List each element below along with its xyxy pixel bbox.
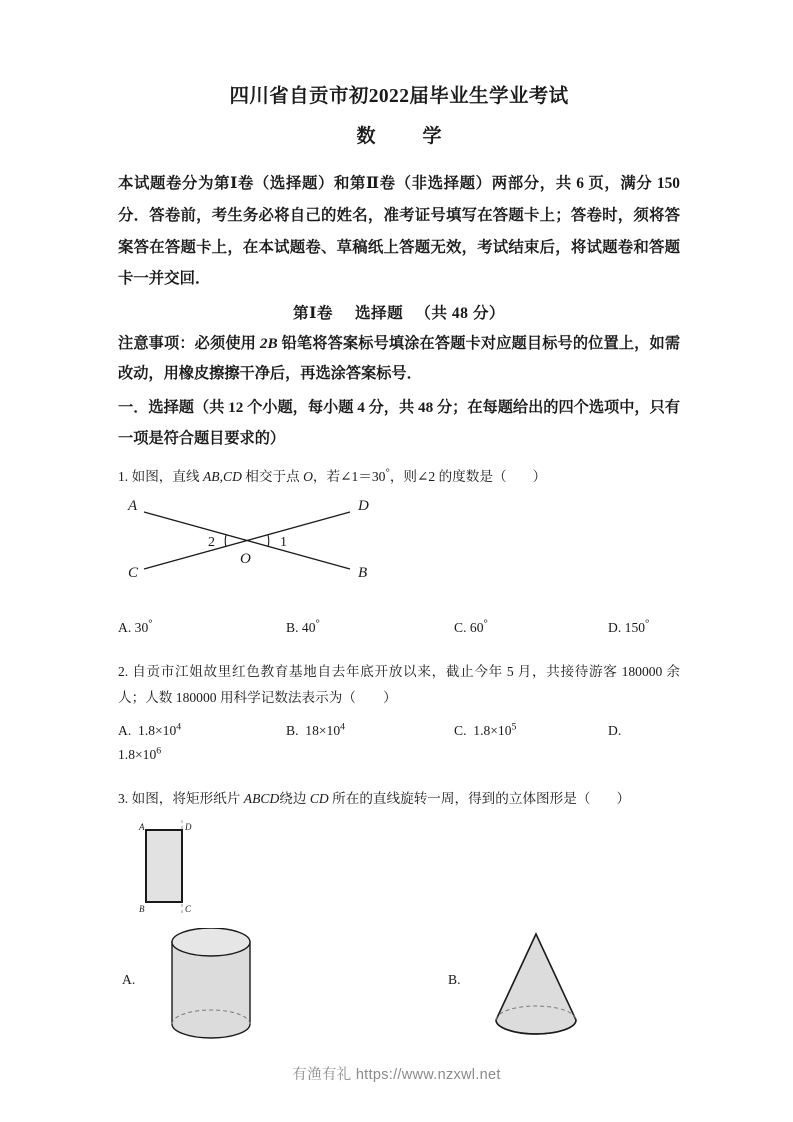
q1-opt-d-unit: ° — [645, 617, 650, 630]
q1-text-4: ，则∠2 的度数是（ — [389, 469, 507, 485]
question-3-stem — [118, 786, 680, 813]
figure-label-angle-2: 2 — [208, 534, 215, 550]
rectangle-abcd-svg — [130, 818, 250, 918]
q1-opt-c-unit: ° — [483, 617, 488, 630]
q2-opt-a-exponent: 4 — [176, 721, 182, 733]
subject-title: 数 学 — [356, 126, 456, 148]
question-3-option-a-label[interactable]: A. — [122, 972, 136, 988]
q1-text-3: ，若∠1＝30 — [312, 469, 386, 485]
q1-math-o: O — [303, 469, 313, 485]
q2-opt-c-mantissa: 1.8×10 — [473, 722, 512, 738]
q1-opt-b-sep: . — [295, 619, 299, 635]
question-3-option-b-label[interactable]: B. — [448, 972, 461, 988]
intersecting-lines-svg — [122, 495, 382, 587]
q3-text-1: 如图，将矩形纸片 — [131, 790, 244, 806]
q3-text-2: 绕边 — [279, 790, 310, 806]
section-type-label: 选择题 — [354, 304, 404, 322]
q2-opt-d-exponent: 6 — [156, 745, 162, 757]
q2-opt-a-key: A. — [118, 722, 132, 738]
q3-math-cd: CD — [309, 790, 329, 806]
question-3-figure — [130, 818, 250, 918]
q3-math-abcd: ABCD — [243, 790, 280, 806]
question-1-option-b[interactable] — [286, 615, 320, 641]
question-2-option-c[interactable] — [454, 718, 516, 744]
question-1-number: 1. — [118, 469, 129, 485]
q2-opt-b-exponent: 4 — [340, 721, 346, 733]
q1-opt-d-value: 150 — [624, 619, 646, 635]
page-title: 四川省自贡市初2022届毕业生学业考试 — [229, 86, 569, 107]
q2-opt-a-mantissa: 1.8×10 — [138, 722, 177, 738]
rect-label-A: A — [139, 822, 145, 833]
cylinder-icon[interactable] — [156, 928, 266, 1040]
q1-math-cd: CD — [223, 469, 242, 485]
q3-text-4: ） — [616, 790, 631, 806]
question-1-options — [118, 615, 680, 637]
footer-watermark — [0, 1063, 793, 1084]
q1-degree-sign: ° — [385, 466, 390, 479]
figure-label-C: C — [128, 564, 139, 581]
notice-label: 注意事项： — [118, 334, 195, 352]
rect-label-D: D — [185, 822, 192, 833]
notice-paragraph — [118, 329, 680, 390]
q1-opt-a-unit: ° — [148, 617, 153, 630]
q1-opt-b-key: B — [286, 619, 296, 635]
rect-label-B: B — [139, 904, 145, 915]
question-1-stem — [118, 464, 680, 491]
section-points-label: （共 48 分） — [415, 304, 506, 322]
q2-opt-c-exponent: 5 — [511, 721, 517, 733]
q1-opt-b-unit: ° — [315, 617, 320, 630]
notice-text-part2: 铅笔将答案标号填涂在答题卡对应题目标号的位置上，如需改动，用橡皮擦擦干净后，再选涂答案标号． — [118, 334, 681, 383]
cone-icon[interactable] — [476, 928, 596, 1040]
q1-opt-a-value: 30 — [134, 619, 149, 635]
q1-text-5: ） — [532, 469, 547, 485]
q1-opt-a-sep: . — [127, 619, 132, 635]
question-1-option-c[interactable] — [454, 615, 488, 641]
q1-opt-c-sep: . — [463, 619, 467, 635]
notice-pencil-grade: 2B — [259, 334, 278, 352]
q2-opt-b-key: B. — [286, 722, 299, 738]
figure-label-O: O — [240, 550, 251, 567]
multiple-choice-section-heading: 一．选择题（共 12 个小题，每小题 4 分，共 48 分；在每题给出的四个选项中，只有一项是符合题目要求的） — [118, 399, 680, 447]
question-2-option-a[interactable] — [118, 718, 181, 744]
question-3-number: 3. — [118, 790, 129, 806]
exam-instructions: 本试题卷分为第Ⅰ卷（选择题）和第Ⅱ卷（非选择题）两部分，共 6 页，满分 150 分．答卷前，考生务必将自己的姓名，准考证号填写在答题卡上；答卷时，须将答案答在答题卡上，在本试题卷、草稿纸上答题无效，考试结束后，将试题卷和答题卡一并交回． — [118, 175, 680, 288]
figure-label-A: A — [128, 497, 138, 514]
q1-text-comma: , — [219, 469, 223, 485]
q1-opt-c-key: C — [454, 619, 464, 635]
figure-label-D: D — [358, 497, 369, 514]
q2-opt-d-mantissa: 1.8×10 — [118, 746, 157, 762]
q3-text-3: 所在的直线旋转一周，得到的立体图形是（ — [328, 790, 591, 806]
question-2-stem — [118, 659, 680, 712]
question-3-options — [118, 928, 680, 1040]
page-content — [118, 84, 680, 1040]
footer-url: https://www.nzxwl.net — [355, 1067, 501, 1083]
footer-brand: 有渔有礼 — [292, 1067, 352, 1083]
question-2-option-d-value[interactable] — [118, 742, 680, 768]
figure-label-angle-1: 1 — [280, 534, 287, 550]
figure-label-B: B — [358, 564, 368, 581]
q1-math-ab: AB — [202, 469, 220, 485]
q1-text-1: 如图，直线 — [131, 469, 203, 485]
q1-opt-d-sep: . — [617, 619, 622, 635]
q1-opt-b-value: 40 — [301, 619, 316, 635]
notice-text-part1: 必须使用 — [194, 334, 260, 352]
question-1-option-d[interactable] — [608, 615, 649, 641]
q2-opt-d-key: D. — [608, 722, 622, 738]
question-2-options — [118, 718, 680, 740]
question-2-option-d-key[interactable] — [608, 718, 621, 744]
q1-opt-d-key: D — [608, 619, 618, 635]
q2-opt-c-key: C. — [454, 722, 467, 738]
q1-opt-a-key: A — [118, 619, 128, 635]
question-2-number: 2. — [118, 663, 129, 679]
q1-text-2: 相交于点 — [241, 469, 304, 485]
q1-opt-c-value: 60 — [469, 619, 484, 635]
rect-label-C: C — [185, 904, 192, 915]
question-1-option-a[interactable] — [118, 615, 153, 641]
question-2-option-b[interactable] — [286, 718, 345, 744]
q2-opt-b-mantissa: 18×10 — [305, 722, 341, 738]
question-1-figure — [122, 495, 382, 587]
question-2-text: 自贡市江姐故里红色教育基地自去年底开放以来，截止今年 5 月，共接待游客 180000 余人；人数 180000 用科学记数法表示为（ ） — [118, 663, 680, 706]
section-part-label: 第Ⅰ卷 — [292, 304, 333, 322]
section-header — [118, 301, 680, 323]
